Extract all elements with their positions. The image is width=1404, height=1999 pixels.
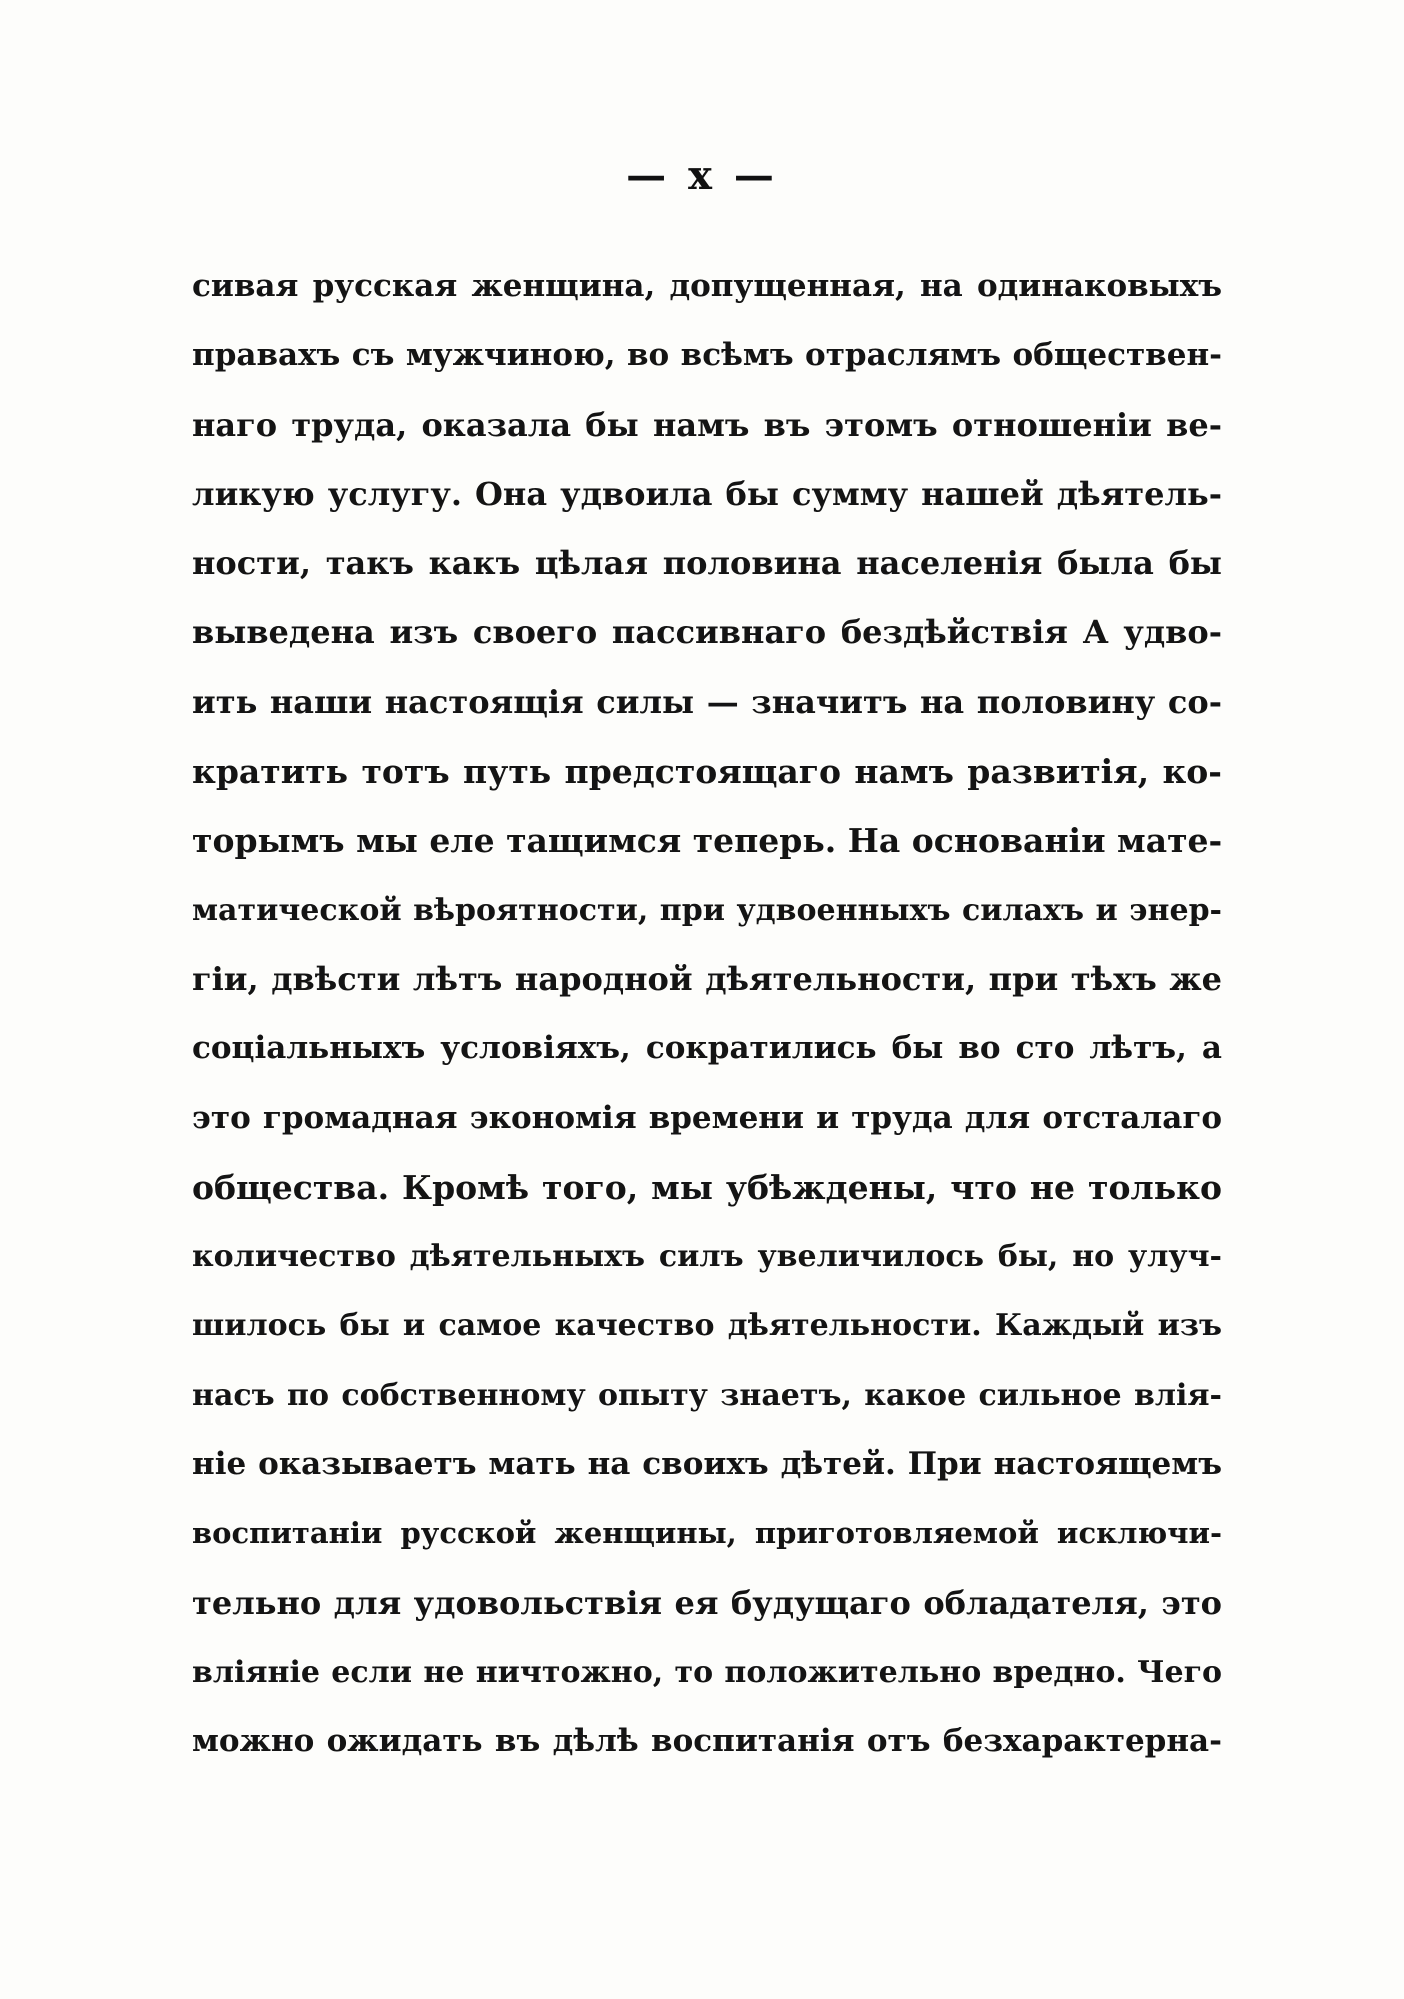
text-line: кратить тотъ путь предстоящаго намъ развитія, ко-: [192, 752, 1222, 792]
text-line: ить наши настоящія силы — значитъ на половину со-: [192, 682, 1222, 721]
text-line: количество дѣятельныхъ силъ увеличилось бы, но улуч-: [192, 1239, 1222, 1275]
text-line: общества. Кромѣ того, мы убѣждены, что не только: [192, 1167, 1222, 1207]
text-line: правахъ съ мужчиною, во всѣмъ отраслямъ обществен-: [192, 337, 1222, 374]
text-line: шилось бы и самое качество дѣятельности. Каждый изъ: [192, 1308, 1222, 1344]
text-line: сивая русская женщина, допущенная, на одинаковыхъ: [192, 268, 1222, 304]
text-line: можно ожидать въ дѣлѣ воспитанія отъ безхарактерна-: [192, 1723, 1222, 1760]
text-line: ликую услугу. Она удвоила бы сумму нашей дѣятель-: [192, 474, 1222, 513]
text-line: матической вѣроятности, при удвоенныхъ силахъ и энер-: [192, 892, 1222, 928]
text-line: вліяніе если не ничтожно, то положительно вредно. Чего: [192, 1654, 1222, 1690]
text-line: торымъ мы еле тащимся теперь. На основаніи мате-: [192, 821, 1222, 861]
text-line: ности, такъ какъ цѣлая половина населенія была бы: [192, 544, 1222, 583]
page-number: — x —: [626, 152, 778, 199]
text-line: тельно для удовольствія ея будущаго обладателя, это: [192, 1583, 1222, 1622]
text-line: насъ по собственному опыту знаетъ, какое сильное влія-: [192, 1377, 1222, 1413]
text-line: воспитаніи русской женщины, приготовляемой исключи-: [192, 1516, 1222, 1551]
text-line: выведена изъ своего пассивнаго бездѣйствія А удво-: [192, 613, 1222, 652]
text-line: гіи, двѣсти лѣтъ народной дѣятельности, при тѣхъ же: [192, 959, 1222, 998]
body-text: [192, 252, 1222, 1777]
text-line: это громадная экономія времени и труда для отсталаго: [192, 1099, 1222, 1136]
text-line: соціальныхъ условіяхъ, сократились бы во сто лѣтъ, а: [192, 1030, 1222, 1067]
text-line: наго труда, оказала бы намъ въ этомъ отношеніи ве-: [192, 405, 1222, 444]
text-line: ніе оказываетъ мать на своихъ дѣтей. При настоящемъ: [192, 1446, 1222, 1483]
